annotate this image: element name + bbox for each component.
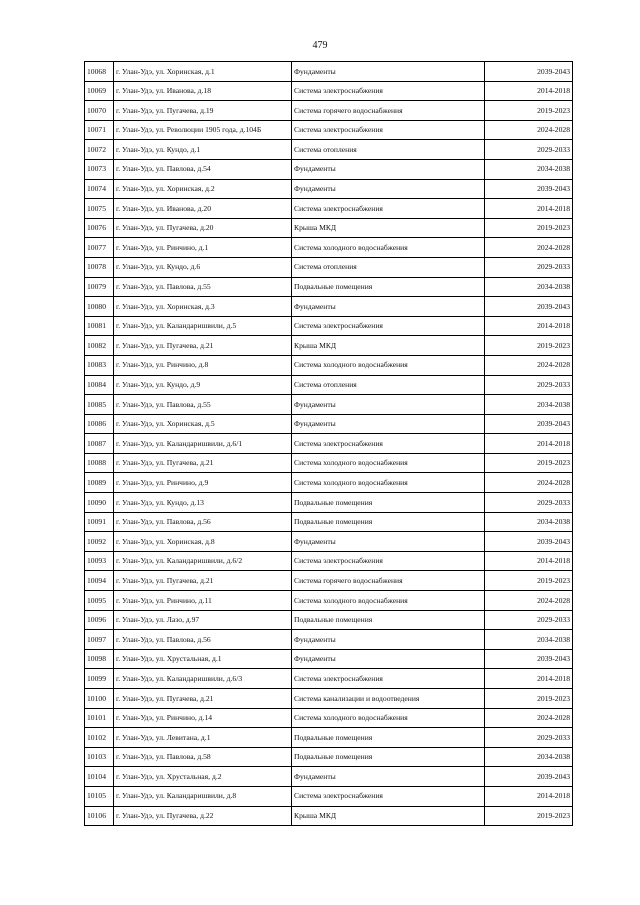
repair-period-cell: 2014-2018 (485, 551, 573, 571)
table-row (85, 101, 573, 121)
address-cell: г. Улан-Удэ, ул. Хоринская, д.2 (114, 179, 292, 199)
address-cell: г. Улан-Удэ, ул. Пугачева, д.20 (114, 218, 292, 238)
record-id-cell: 10075 (85, 199, 114, 219)
repair-period-cell: 2024-2028 (485, 355, 573, 375)
address-cell: г. Улан-Удэ, ул. Лазо, д.97 (114, 610, 292, 630)
repair-period-cell: 2034-2038 (485, 747, 573, 767)
building-system-cell: Подвальные помещения (292, 728, 485, 748)
table-row (85, 120, 573, 140)
registry-table-body (85, 62, 573, 826)
building-system-cell: Система электроснабжения (292, 669, 485, 689)
table-row (85, 708, 573, 728)
record-id-cell: 10073 (85, 159, 114, 179)
building-system-cell: Подвальные помещения (292, 493, 485, 513)
repair-period-cell: 2024-2028 (485, 591, 573, 611)
record-id-cell: 10074 (85, 179, 114, 199)
address-cell: г. Улан-Удэ, ул. Ринчино, д.14 (114, 708, 292, 728)
address-cell: г. Улан-Удэ, ул. Иванова, д.20 (114, 199, 292, 219)
record-id-cell: 10104 (85, 767, 114, 787)
building-system-cell: Фундаменты (292, 414, 485, 434)
building-system-cell: Система холодного водоснабжения (292, 473, 485, 493)
table-row (85, 473, 573, 493)
repair-period-cell: 2039-2043 (485, 297, 573, 317)
table-row (85, 297, 573, 317)
repair-period-cell: 2014-2018 (485, 199, 573, 219)
repair-period-cell: 2039-2043 (485, 179, 573, 199)
building-system-cell: Система горячего водоснабжения (292, 571, 485, 591)
address-cell: г. Улан-Удэ, ул. Павлова, д.55 (114, 395, 292, 415)
record-id-cell: 10072 (85, 140, 114, 160)
repair-period-cell: 2019-2023 (485, 336, 573, 356)
record-id-cell: 10106 (85, 806, 114, 826)
address-cell: г. Улан-Удэ, ул. Пугачева, д.19 (114, 101, 292, 121)
repair-period-cell: 2039-2043 (485, 414, 573, 434)
table-row (85, 767, 573, 787)
table-row (85, 218, 573, 238)
address-cell: г. Улан-Удэ, ул. Павлова, д.56 (114, 512, 292, 532)
address-cell: г. Улан-Удэ, ул. Каландаришвили, д.6/3 (114, 669, 292, 689)
address-cell: г. Улан-Удэ, ул. Пугачева, д.21 (114, 689, 292, 709)
record-id-cell: 10078 (85, 257, 114, 277)
repair-period-cell: 2024-2028 (485, 120, 573, 140)
repair-period-cell: 2039-2043 (485, 649, 573, 669)
building-system-cell: Фундаменты (292, 179, 485, 199)
building-system-cell: Фундаменты (292, 297, 485, 317)
building-system-cell: Система холодного водоснабжения (292, 355, 485, 375)
record-id-cell: 10083 (85, 355, 114, 375)
building-system-cell: Система электроснабжения (292, 434, 485, 454)
table-row (85, 806, 573, 826)
record-id-cell: 10077 (85, 238, 114, 258)
repair-period-cell: 2024-2028 (485, 473, 573, 493)
table-row (85, 199, 573, 219)
repair-period-cell: 2019-2023 (485, 218, 573, 238)
repair-period-cell: 2019-2023 (485, 453, 573, 473)
building-system-cell: Система электроснабжения (292, 199, 485, 219)
table-row (85, 493, 573, 513)
record-id-cell: 10084 (85, 375, 114, 395)
repair-period-cell: 2029-2033 (485, 140, 573, 160)
table-row (85, 140, 573, 160)
record-id-cell: 10092 (85, 532, 114, 552)
record-id-cell: 10100 (85, 689, 114, 709)
repair-period-cell: 2019-2023 (485, 101, 573, 121)
building-system-cell: Система отопления (292, 375, 485, 395)
address-cell: г. Улан-Удэ, ул. Павлова, д.55 (114, 277, 292, 297)
record-id-cell: 10097 (85, 630, 114, 650)
address-cell: г. Улан-Удэ, ул. Ринчино, д.1 (114, 238, 292, 258)
building-system-cell: Система отопления (292, 140, 485, 160)
address-cell: г. Улан-Удэ, ул. Ринчино, д.8 (114, 355, 292, 375)
building-system-cell: Крыша МКД (292, 336, 485, 356)
building-system-cell: Фундаменты (292, 159, 485, 179)
table-row (85, 532, 573, 552)
table-row (85, 159, 573, 179)
table-row (85, 336, 573, 356)
building-system-cell: Система электроснабжения (292, 316, 485, 336)
building-system-cell: Подвальные помещения (292, 747, 485, 767)
table-row (85, 179, 573, 199)
record-id-cell: 10098 (85, 649, 114, 669)
table-row (85, 630, 573, 650)
address-cell: г. Улан-Удэ, ул. Хоринская, д.5 (114, 414, 292, 434)
table-row (85, 728, 573, 748)
building-system-cell: Система холодного водоснабжения (292, 708, 485, 728)
table-row (85, 62, 573, 82)
building-system-cell: Система холодного водоснабжения (292, 453, 485, 473)
address-cell: г. Улан-Удэ, ул. Иванова, д.18 (114, 81, 292, 101)
building-system-cell: Система электроснабжения (292, 81, 485, 101)
table-row (85, 316, 573, 336)
address-cell: г. Улан-Удэ, ул. Пугачева, д.21 (114, 571, 292, 591)
address-cell: г. Улан-Удэ, ул. Революции 1905 года, д.104Б (114, 120, 292, 140)
address-cell: г. Улан-Удэ, ул. Ринчино, д.11 (114, 591, 292, 611)
record-id-cell: 10105 (85, 786, 114, 806)
table-row (85, 649, 573, 669)
record-id-cell: 10102 (85, 728, 114, 748)
record-id-cell: 10101 (85, 708, 114, 728)
building-system-cell: Фундаменты (292, 767, 485, 787)
building-system-cell: Фундаменты (292, 630, 485, 650)
repair-period-cell: 2034-2038 (485, 277, 573, 297)
address-cell: г. Улан-Удэ, ул. Пугачева, д.22 (114, 806, 292, 826)
repair-period-cell: 2029-2033 (485, 493, 573, 513)
repair-period-cell: 2019-2023 (485, 806, 573, 826)
building-system-cell: Система холодного водоснабжения (292, 591, 485, 611)
address-cell: г. Улан-Удэ, ул. Каландаришвили, д.8 (114, 786, 292, 806)
address-cell: г. Улан-Удэ, ул. Кундо, д.9 (114, 375, 292, 395)
table-row (85, 257, 573, 277)
record-id-cell: 10086 (85, 414, 114, 434)
address-cell: г. Улан-Удэ, ул. Хрустальная, д.1 (114, 649, 292, 669)
repair-period-cell: 2034-2038 (485, 630, 573, 650)
repair-period-cell: 2029-2033 (485, 257, 573, 277)
building-system-cell: Система электроснабжения (292, 786, 485, 806)
building-system-cell: Фундаменты (292, 395, 485, 415)
record-id-cell: 10069 (85, 81, 114, 101)
building-system-cell: Система горячего водоснабжения (292, 101, 485, 121)
record-id-cell: 10096 (85, 610, 114, 630)
address-cell: г. Улан-Удэ, ул. Левитана, д.1 (114, 728, 292, 748)
record-id-cell: 10079 (85, 277, 114, 297)
repair-period-cell: 2039-2043 (485, 767, 573, 787)
address-cell: г. Улан-Удэ, ул. Каландаришвили, д.6/1 (114, 434, 292, 454)
record-id-cell: 10094 (85, 571, 114, 591)
table-row (85, 610, 573, 630)
repair-period-cell: 2034-2038 (485, 159, 573, 179)
address-cell: г. Улан-Удэ, ул. Павлова, д.56 (114, 630, 292, 650)
building-system-cell: Система холодного водоснабжения (292, 238, 485, 258)
repair-period-cell: 2034-2038 (485, 512, 573, 532)
repair-period-cell: 2014-2018 (485, 81, 573, 101)
table-row (85, 571, 573, 591)
building-system-cell: Система электроснабжения (292, 120, 485, 140)
table-row (85, 277, 573, 297)
table-row (85, 689, 573, 709)
address-cell: г. Улан-Удэ, ул. Кундо, д.6 (114, 257, 292, 277)
building-system-cell: Подвальные помещения (292, 512, 485, 532)
building-system-cell: Система канализации и водоотведения (292, 689, 485, 709)
record-id-cell: 10071 (85, 120, 114, 140)
repair-period-cell: 2024-2028 (485, 238, 573, 258)
table-row (85, 453, 573, 473)
repair-period-cell: 2034-2038 (485, 395, 573, 415)
record-id-cell: 10093 (85, 551, 114, 571)
building-system-cell: Фундаменты (292, 532, 485, 552)
address-cell: г. Улан-Удэ, ул. Каландаришвили, д.5 (114, 316, 292, 336)
repair-period-cell: 2029-2033 (485, 610, 573, 630)
record-id-cell: 10085 (85, 395, 114, 415)
address-cell: г. Улан-Удэ, ул. Пугачева, д.21 (114, 453, 292, 473)
repair-period-cell: 2039-2043 (485, 532, 573, 552)
address-cell: г. Улан-Удэ, ул. Ринчино, д.9 (114, 473, 292, 493)
repair-period-cell: 2029-2033 (485, 375, 573, 395)
table-row (85, 81, 573, 101)
repair-period-cell: 2014-2018 (485, 669, 573, 689)
address-cell: г. Улан-Удэ, ул. Павлова, д.54 (114, 159, 292, 179)
table-row (85, 512, 573, 532)
page-number: 479 (312, 40, 328, 51)
repair-period-cell: 2019-2023 (485, 689, 573, 709)
table-row (85, 414, 573, 434)
building-system-cell: Система электроснабжения (292, 551, 485, 571)
record-id-cell: 10080 (85, 297, 114, 317)
building-system-cell: Крыша МКД (292, 806, 485, 826)
building-system-cell: Фундаменты (292, 649, 485, 669)
table-row (85, 669, 573, 689)
record-id-cell: 10091 (85, 512, 114, 532)
table-row (85, 434, 573, 454)
address-cell: г. Улан-Удэ, ул. Хоринская, д.1 (114, 62, 292, 82)
table-row (85, 238, 573, 258)
table-row (85, 395, 573, 415)
address-cell: г. Улан-Удэ, ул. Пугачева, д.21 (114, 336, 292, 356)
repair-period-cell: 2014-2018 (485, 316, 573, 336)
address-cell: г. Улан-Удэ, ул. Хрустальная, д.2 (114, 767, 292, 787)
record-id-cell: 10087 (85, 434, 114, 454)
record-id-cell: 10081 (85, 316, 114, 336)
table-row (85, 375, 573, 395)
record-id-cell: 10088 (85, 453, 114, 473)
repair-period-cell: 2014-2018 (485, 434, 573, 454)
address-cell: г. Улан-Удэ, ул. Хоринская, д.3 (114, 297, 292, 317)
table-row (85, 591, 573, 611)
repair-period-cell: 2014-2018 (485, 786, 573, 806)
repair-period-cell: 2029-2033 (485, 728, 573, 748)
address-cell: г. Улан-Удэ, ул. Кундо, д.13 (114, 493, 292, 513)
table-row (85, 551, 573, 571)
address-cell: г. Улан-Удэ, ул. Кундо, д.1 (114, 140, 292, 160)
record-id-cell: 10099 (85, 669, 114, 689)
repair-period-cell: 2024-2028 (485, 708, 573, 728)
table-row (85, 786, 573, 806)
building-system-cell: Фундаменты (292, 62, 485, 82)
repair-period-cell: 2039-2043 (485, 62, 573, 82)
record-id-cell: 10090 (85, 493, 114, 513)
building-system-cell: Подвальные помещения (292, 277, 485, 297)
record-id-cell: 10082 (85, 336, 114, 356)
record-id-cell: 10103 (85, 747, 114, 767)
record-id-cell: 10089 (85, 473, 114, 493)
record-id-cell: 10076 (85, 218, 114, 238)
building-system-cell: Система отопления (292, 257, 485, 277)
record-id-cell: 10068 (85, 62, 114, 82)
registry-table (84, 61, 573, 826)
table-row (85, 355, 573, 375)
address-cell: г. Улан-Удэ, ул. Павлова, д.58 (114, 747, 292, 767)
address-cell: г. Улан-Удэ, ул. Каландаришвили, д.6/2 (114, 551, 292, 571)
address-cell: г. Улан-Удэ, ул. Хоринская, д.8 (114, 532, 292, 552)
building-system-cell: Крыша МКД (292, 218, 485, 238)
record-id-cell: 10070 (85, 101, 114, 121)
building-system-cell: Подвальные помещения (292, 610, 485, 630)
record-id-cell: 10095 (85, 591, 114, 611)
table-row (85, 747, 573, 767)
repair-period-cell: 2019-2023 (485, 571, 573, 591)
